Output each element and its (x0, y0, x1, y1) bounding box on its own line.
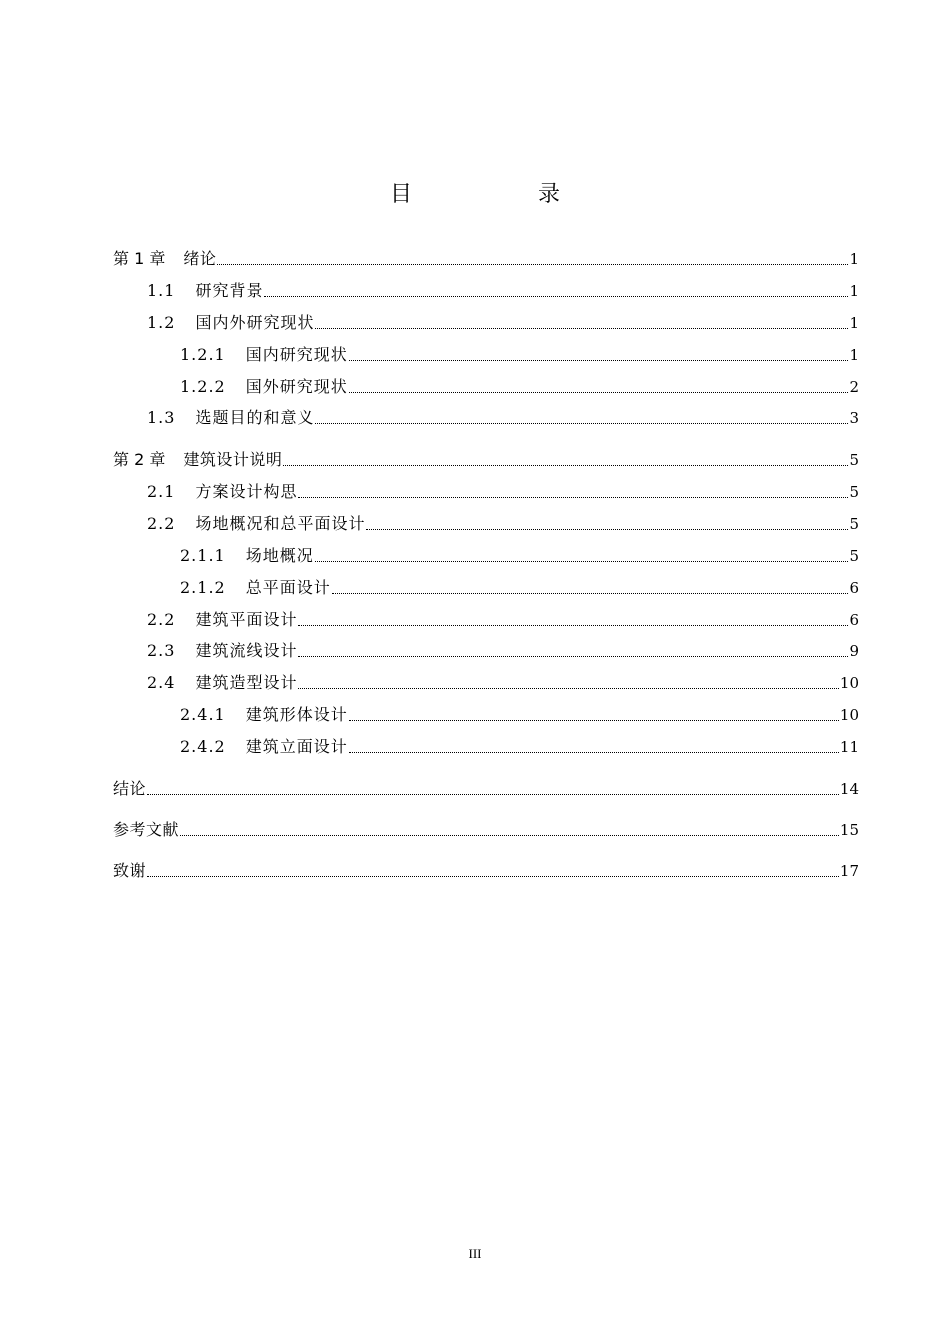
toc-entry-page: 15 (839, 821, 859, 839)
toc-entry-2-1[interactable] (113, 479, 859, 503)
toc-entry-2-3[interactable] (113, 638, 859, 662)
toc-entry-page: 10 (839, 674, 859, 692)
toc-entry-page: 1 (849, 282, 859, 300)
toc-entry-number: 2.1.2 (180, 578, 226, 597)
toc-entry-number: 2.1.1 (180, 546, 226, 565)
dot-leader (315, 327, 848, 329)
toc-entry-number: 1.2 (147, 313, 176, 332)
dot-leader (349, 751, 839, 753)
toc-entry-title: 总平面设计 (245, 578, 331, 597)
toc-entry-title: 致谢 (113, 861, 147, 880)
toc-entry-title: 建筑流线设计 (195, 641, 298, 660)
toc-entry-title: 方案设计构思 (195, 482, 298, 501)
dot-leader (366, 528, 848, 530)
dot-leader (180, 834, 839, 836)
toc-entry-title: 国内研究现状 (245, 345, 348, 364)
toc-entry-1-2[interactable] (113, 310, 859, 334)
toc-entry-2-2[interactable] (113, 511, 859, 535)
toc-entry-2-4[interactable] (113, 670, 859, 694)
page-number-footer: III (468, 1246, 482, 1261)
toc-entry-page: 1 (849, 346, 859, 364)
toc-entry-page: 5 (849, 547, 859, 565)
toc-entry-title: 选题目的和意义 (195, 408, 315, 427)
toc-entry-acknowledgements[interactable] (113, 858, 859, 882)
dot-leader (315, 560, 849, 562)
toc-entry-title: 建筑形体设计 (245, 705, 348, 724)
toc-entry-number: 2.4.1 (180, 705, 226, 724)
toc-entry-title: 结论 (113, 779, 147, 798)
toc-entry-title: 场地概况 (245, 546, 314, 565)
dot-leader (349, 359, 849, 361)
toc-entry-2-4-2[interactable] (113, 734, 859, 758)
toc-entry-title: 建筑造型设计 (195, 673, 298, 692)
toc-entry-chapter-1[interactable] (113, 246, 859, 270)
toc-entry-number: 1.1 (147, 281, 176, 300)
toc-entry-page: 10 (839, 706, 859, 724)
toc-entry-page: 5 (849, 451, 859, 469)
dot-leader (217, 263, 848, 265)
toc-entry-title: 场地概况和总平面设计 (195, 514, 366, 533)
toc-entry-2-1-2[interactable] (113, 575, 859, 599)
dot-leader (147, 875, 839, 877)
toc-entry-page: 9 (849, 642, 859, 660)
toc-entry-1-2-1[interactable] (113, 342, 859, 366)
toc-entry-number: 2.2 (147, 514, 176, 533)
toc-entry-number: 2.4 (147, 673, 176, 692)
toc-entry-title: 绪论 (183, 249, 217, 268)
toc-entry-title: 研究背景 (195, 281, 264, 300)
toc-entry-title: 建筑设计说明 (183, 450, 283, 469)
toc-entry-1-1[interactable] (113, 278, 859, 302)
toc-entry-number: 2.2 (147, 610, 176, 629)
toc-entry-number: 第 2 章 (113, 450, 166, 469)
toc-entry-number: 2.3 (147, 641, 176, 660)
toc-entry-number: 1.3 (147, 408, 176, 427)
toc-entry-chapter-2[interactable] (113, 447, 859, 471)
toc-entry-1-2-2[interactable] (113, 374, 859, 398)
toc-entry-page: 5 (849, 515, 859, 533)
dot-leader (298, 496, 848, 498)
toc-entry-number: 第 1 章 (113, 249, 166, 268)
toc-entry-2-1-1[interactable] (113, 543, 859, 567)
toc-entry-2-2-plan[interactable] (113, 607, 859, 631)
toc-entry-1-3[interactable] (113, 405, 859, 429)
toc-entry-number: 1.2.2 (180, 377, 226, 396)
toc-entry-page: 6 (849, 611, 859, 629)
dot-leader (298, 655, 848, 657)
dot-leader (315, 422, 848, 424)
toc-entry-references[interactable] (113, 817, 859, 841)
toc-entry-page: 1 (849, 250, 859, 268)
dot-leader (349, 719, 839, 721)
toc-entry-page: 3 (849, 409, 859, 427)
toc-entry-page: 17 (839, 862, 859, 880)
page-title: 目 录 (389, 182, 612, 207)
toc-entry-title: 建筑平面设计 (195, 610, 298, 629)
toc-entry-title: 国内外研究现状 (195, 313, 315, 332)
toc-entry-title: 国外研究现状 (245, 377, 348, 396)
dot-leader (332, 592, 849, 594)
toc-entry-page: 11 (839, 738, 859, 756)
toc-entry-page: 6 (849, 579, 859, 597)
dot-leader (298, 624, 848, 626)
toc-entry-page: 1 (849, 314, 859, 332)
dot-leader (349, 391, 849, 393)
dot-leader (283, 464, 848, 466)
toc-entry-number: 2.1 (147, 482, 176, 501)
toc-entry-2-4-1[interactable] (113, 702, 859, 726)
toc-entry-number: 1.2.1 (180, 345, 226, 364)
toc-entry-page: 14 (839, 780, 859, 798)
toc-entry-conclusion[interactable] (113, 776, 859, 800)
dot-leader (264, 295, 848, 297)
toc-entry-page: 5 (849, 483, 859, 501)
dot-leader (298, 687, 838, 689)
dot-leader (147, 793, 839, 795)
toc-entry-title: 参考文献 (113, 820, 180, 839)
toc-entry-title: 建筑立面设计 (245, 737, 348, 756)
toc-entry-number: 2.4.2 (180, 737, 226, 756)
toc-entry-page: 2 (849, 378, 859, 396)
